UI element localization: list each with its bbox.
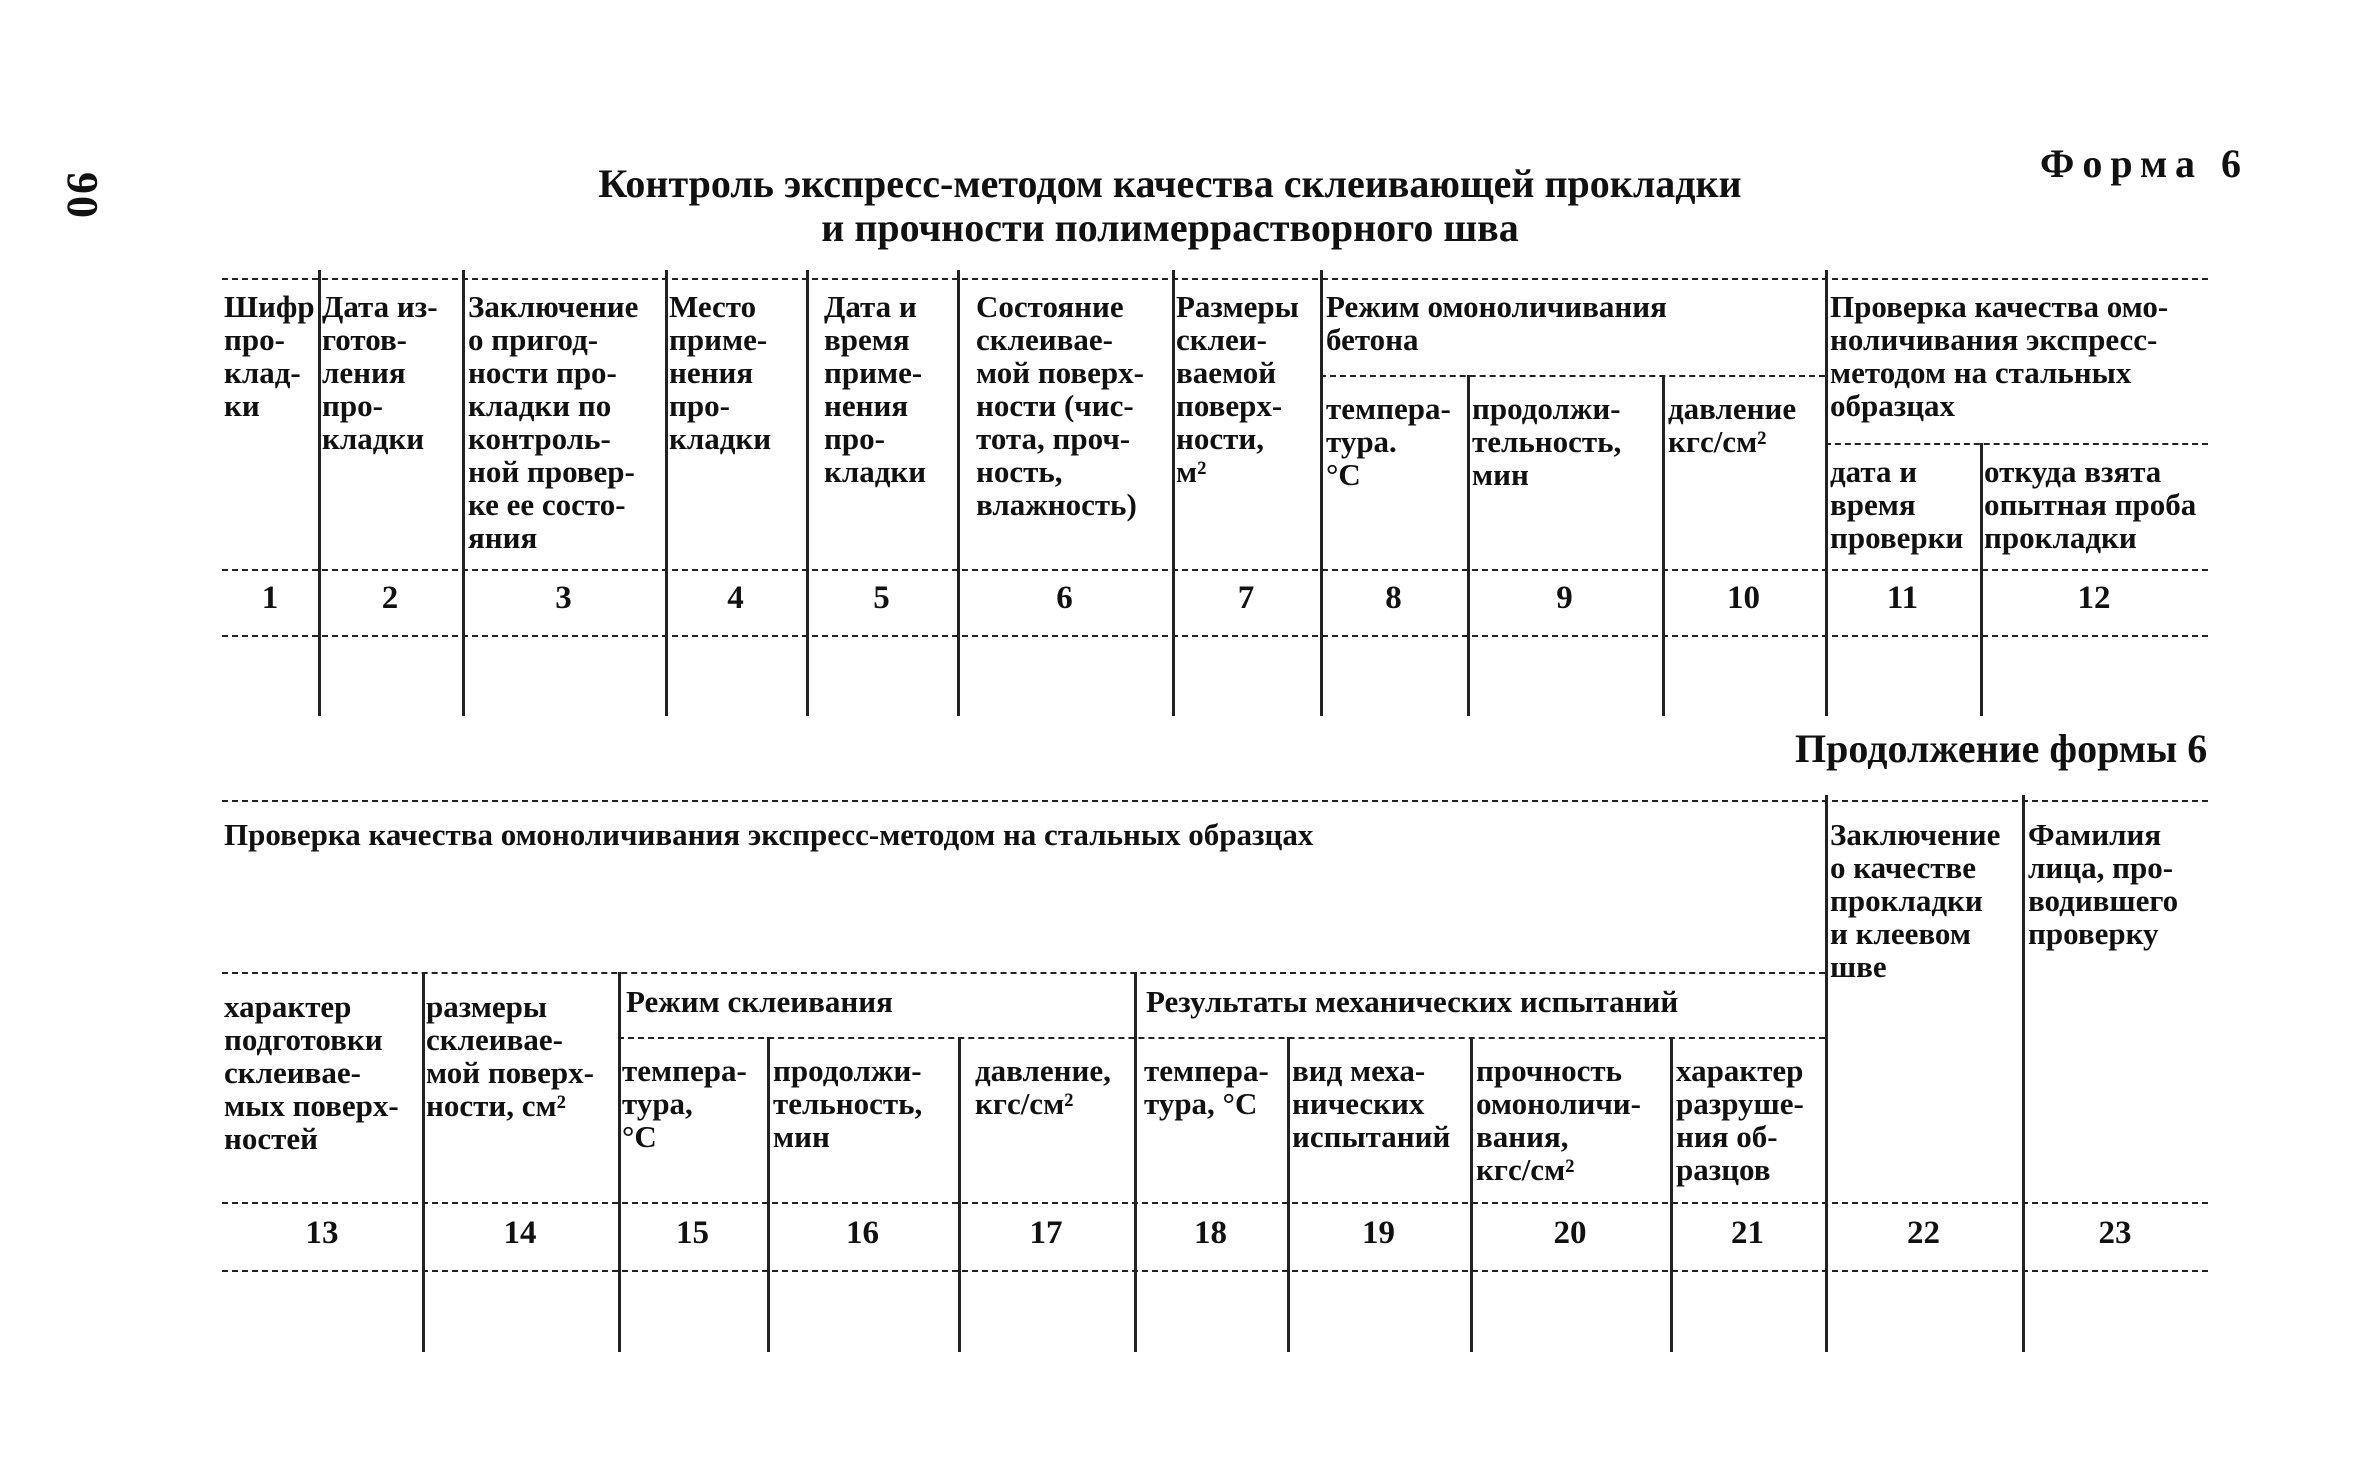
t2-header-check-group: Проверка качества омоноличивания экспресс-методом на стальных образцах: [224, 817, 1314, 852]
t1-check-subrule: [1825, 443, 2208, 445]
t1-col-number: 7: [1237, 580, 1255, 616]
t1-header-temperature: темпера- тура. °C: [1326, 391, 1451, 492]
t1-col-number: 2: [381, 580, 399, 616]
t2-group-subrule: [222, 972, 1825, 974]
t1-header-production-date: Дата из- готов- ления про- кладки: [322, 289, 438, 456]
t1-top-rule: [222, 278, 2208, 280]
t2-top-rule: [222, 800, 2208, 802]
t1-col-divider: [806, 270, 809, 716]
t1-numbers-bottom-rule: [222, 635, 2208, 637]
t1-col-number: 8: [1385, 580, 1402, 616]
t2-col-divider: [1670, 1037, 1673, 1352]
t2-header-mech-results-group: Результаты механических испытаний: [1146, 984, 1679, 1019]
t2-col-number: 23: [2098, 1215, 2132, 1251]
t2-mode-subrule: [618, 1037, 1825, 1039]
t1-col-divider: [957, 270, 960, 716]
t2-col-number: 21: [1731, 1215, 1764, 1251]
page-number: 90: [58, 172, 107, 220]
continuation-label: Продолжение формы 6: [1795, 726, 2208, 771]
t1-col-divider: [1320, 270, 1323, 716]
t1-col-divider: [1825, 270, 1828, 716]
t2-header-test-temperature: темпера- тура, °C: [1144, 1053, 1269, 1121]
t1-col-divider: [665, 270, 668, 716]
t1-header-sample-origin: откуда взята опытная проба прокладки: [1984, 454, 2197, 555]
t1-header-application-place: Место приме- нения про- кладки: [669, 289, 772, 456]
t2-col-divider: [767, 1037, 770, 1352]
t2-col-number: 15: [676, 1215, 709, 1251]
t1-header-bottom-rule: [222, 569, 2208, 571]
t2-col-divider: [1287, 1037, 1290, 1352]
t2-col-number: 19: [1362, 1215, 1395, 1251]
t2-header-surface-size: размеры склеивае- мой поверх- ности, см²: [426, 989, 594, 1123]
t2-col-number: 14: [503, 1215, 537, 1251]
t1-header-suitability-conclusion: Заключение о пригод- ности про- кладки по контроль- ной провер- ке ее состо- яния: [468, 289, 639, 555]
t1-concrete-subrule: [1320, 375, 1825, 377]
t1-col-divider: [1662, 375, 1665, 716]
form-label: Форма 6: [2040, 141, 2249, 186]
t2-header-bond-strength: прочность омоноличи- вания, кгс/см²: [1476, 1053, 1641, 1187]
t1-col-divider: [318, 270, 321, 716]
t2-col-divider: [958, 1037, 961, 1352]
t2-col-divider: [1825, 795, 1828, 1352]
t2-col-number: 20: [1553, 1215, 1587, 1251]
t1-col-number: 4: [727, 580, 744, 616]
t2-header-quality-conclusion: Заключение о качестве прокладки и клеевом шве: [1830, 817, 2001, 984]
t2-col-number: 16: [846, 1215, 879, 1251]
t1-header-quality-check-group: Проверка качества омо- ноличивания экспресс- методом на стальных образцах: [1830, 289, 2169, 423]
t2-col-divider: [1470, 1037, 1473, 1352]
t2-col-number: 18: [1194, 1215, 1227, 1251]
t1-col-divider: [1172, 270, 1175, 716]
t1-header-check-datetime: дата и время проверки: [1830, 454, 1964, 555]
title-line-2: и прочности полимеррастворного шва: [821, 205, 1519, 250]
t1-header-cipher: Шифр про- клад- ки: [224, 289, 315, 423]
t2-header-test-type: вид меха- нических испытаний: [1292, 1053, 1451, 1154]
t2-col-number: 22: [1907, 1215, 1940, 1251]
t1-col-number: 10: [1727, 580, 1760, 616]
t1-col-divider: [462, 270, 465, 716]
t2-header-glue-mode-group: Режим склеивания: [626, 984, 893, 1019]
t2-header-bottom-rule: [222, 1202, 2208, 1204]
t2-col-number: 17: [1029, 1215, 1063, 1251]
t1-col-number: 3: [555, 580, 572, 616]
t2-header-glue-temperature: темпера- тура, °C: [622, 1053, 747, 1154]
t1-col-divider: [1467, 375, 1470, 716]
t2-col-divider: [422, 972, 425, 1352]
t2-col-number: 13: [305, 1215, 339, 1251]
t1-col-number: 9: [1556, 580, 1573, 616]
t1-col-number: 1: [261, 580, 279, 616]
t2-header-inspector-name: Фамилия лица, про- водившего проверку: [2028, 817, 2179, 951]
t1-col-number: 11: [1886, 580, 1919, 616]
t2-header-failure-type: характер разруше- ния об- разцов: [1676, 1053, 1804, 1187]
t1-header-surface-size: Размеры склеи- ваемой поверх- ности, м²: [1176, 289, 1299, 489]
t1-col-number: 5: [873, 580, 890, 616]
page-title: [500, 162, 1840, 250]
t2-col-divider: [2022, 795, 2025, 1352]
t1-header-concrete-mode-group: Режим омоноличивания бетона: [1326, 289, 1667, 357]
t1-header-duration: продолжи- тельность, мин: [1472, 391, 1622, 492]
t2-col-divider: [618, 972, 621, 1352]
t2-numbers-bottom-rule: [222, 1270, 2208, 1272]
t1-col-number: 6: [1056, 580, 1073, 616]
t1-header-pressure: давление кгс/см²: [1668, 391, 1797, 459]
t2-header-glue-pressure: давление, кгс/см²: [975, 1053, 1111, 1121]
title-line-1: Контроль экспресс-методом качества склеивающей прокладки: [598, 161, 1742, 206]
t2-header-surface-prep: характер подготовки склеивае- мых поверх- ностей: [224, 989, 399, 1156]
t1-header-application-datetime: Дата и время приме- нения про- кладки: [824, 289, 927, 489]
t2-header-glue-duration: продолжи- тельность, мин: [773, 1053, 923, 1154]
t2-col-divider: [1134, 972, 1137, 1352]
t1-col-number: 12: [2077, 580, 2111, 616]
t1-header-surface-state: Состояние склеивае- мой поверх- ности (чис- тота, проч- ность, влажность): [976, 289, 1144, 522]
